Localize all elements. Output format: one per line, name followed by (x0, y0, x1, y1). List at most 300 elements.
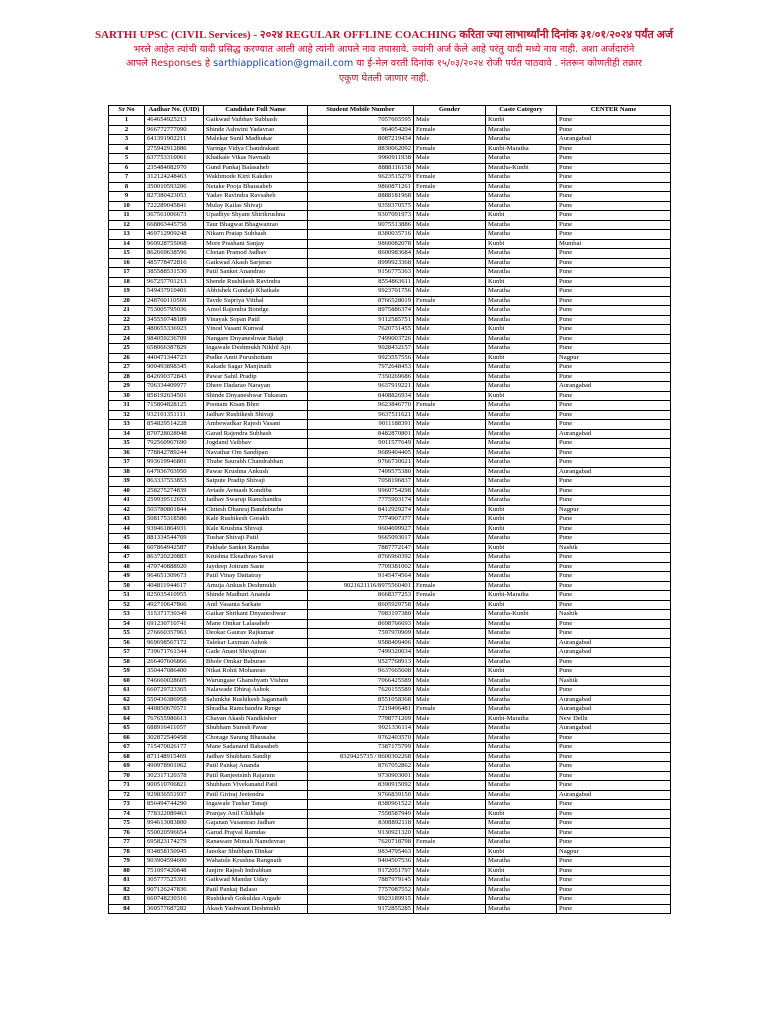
table-row (109, 534, 671, 544)
cell-sr-no: 28 (109, 372, 145, 382)
cell-aadhar-no: 607864942587 (145, 543, 204, 553)
cell-center-name: Aurangabad (557, 724, 671, 734)
cell-caste-category: Kunbi-Maratha (486, 714, 557, 724)
cell-caste-category: Maratha (486, 448, 557, 458)
cell-candidate-name: Khatkale Vikas Navnath (204, 154, 308, 164)
cell-center-name: Aurangabad (557, 467, 671, 477)
cell-gender: Male (414, 610, 486, 620)
table-row (109, 211, 671, 221)
cell-sr-no: 5 (109, 154, 145, 164)
cell-gender: Male (414, 648, 486, 658)
cell-gender: Female (414, 705, 486, 715)
cell-mobile-number: 9172855285 (308, 904, 414, 914)
cell-aadhar-no: 550436386958 (145, 695, 204, 705)
cell-mobile-number: 7887979145 (308, 876, 414, 886)
table-row (109, 885, 671, 895)
cell-candidate-name: Netake Pooja Bhausaheb (204, 182, 308, 192)
table-row (109, 192, 671, 202)
cell-gender: Male (414, 553, 486, 563)
cell-aadhar-no: 825035410955 (145, 591, 204, 601)
cell-aadhar-no: 641391902211 (145, 135, 204, 145)
cell-center-name: Pune (557, 192, 671, 202)
cell-sr-no: 49 (109, 572, 145, 582)
table-row (109, 277, 671, 287)
cell-caste-category: Kunbi (486, 277, 557, 287)
cell-center-name: Pune (557, 154, 671, 164)
cell-center-name: Pune (557, 496, 671, 506)
cell-aadhar-no: 668863445758 (145, 220, 204, 230)
cell-center-name: Pune (557, 515, 671, 525)
cell-center-name: Pune (557, 686, 671, 696)
notice-line-4: एकूण घेतली जाणार नाही. (338, 72, 430, 84)
cell-gender: Male (414, 363, 486, 373)
table-row (109, 714, 671, 724)
cell-sr-no: 13 (109, 230, 145, 240)
cell-gender: Male (414, 391, 486, 401)
cell-mobile-number: 8308892118 (308, 819, 414, 829)
cell-sr-no: 7 (109, 173, 145, 183)
cell-center-name: Pune (557, 866, 671, 876)
cell-mobile-number: 7620731455 (308, 325, 414, 335)
cell-gender: Male (414, 220, 486, 230)
cell-caste-category: Maratha (486, 372, 557, 382)
cell-sr-no: 59 (109, 667, 145, 677)
table-row (109, 819, 671, 829)
cell-aadhar-no: 464654925213 (145, 116, 204, 126)
cell-mobile-number: 9689404405 (308, 448, 414, 458)
notice-line-2: भरले आहेत त्यांची यादी प्रसिद्ध करण्यात आली आहे त्यांनी आपले नाव तपासावे. ज्यांनी अर्ज केले आहे परंतु यादी मध्ये नाव नाही. अशा अर्जदारांने (133, 43, 635, 55)
cell-candidate-name: Talekar Laxman Ashok (204, 638, 308, 648)
cell-mobile-number: 7887772147 (308, 543, 414, 553)
cell-center-name: Pune (557, 448, 671, 458)
cell-center-name: Pune (557, 781, 671, 791)
cell-caste-category: Maratha (486, 771, 557, 781)
table-row (109, 420, 671, 430)
cell-mobile-number: 8390915092 (308, 781, 414, 791)
cell-center-name: Pune (557, 401, 671, 411)
table-row (109, 391, 671, 401)
table-row (109, 258, 671, 268)
cell-sr-no: 42 (109, 505, 145, 515)
cell-candidate-name: Patil Giriraj Jeetendra (204, 790, 308, 800)
cell-caste-category: Maratha (486, 467, 557, 477)
cell-aadhar-no: 722289045841 (145, 201, 204, 211)
cell-mobile-number: 8767052862 (308, 762, 414, 772)
cell-gender: Male (414, 192, 486, 202)
cell-aadhar-no: 739671761344 (145, 648, 204, 658)
cell-candidate-name: Pranjay Anil Chikhale (204, 809, 308, 819)
cell-candidate-name: Akash Yashwant Deshmukh (204, 904, 308, 914)
cell-caste-category: Maratha (486, 439, 557, 449)
cell-caste-category: Maratha (486, 401, 557, 411)
cell-caste-category: Maratha (486, 496, 557, 506)
cell-aadhar-no: 302872540458 (145, 733, 204, 743)
cell-mobile-number: 9011188391 (308, 420, 414, 430)
cell-mobile-number: 9604699927 (308, 524, 414, 534)
cell-center-name: Aurangabad (557, 429, 671, 439)
cell-sr-no: 16 (109, 258, 145, 268)
cell-aadhar-no: 479740888920 (145, 562, 204, 572)
cell-sr-no: 57 (109, 648, 145, 658)
cell-aadhar-no: 503780801844 (145, 505, 204, 515)
cell-sr-no: 26 (109, 353, 145, 363)
cell-caste-category: Kunbi (486, 809, 557, 819)
table-row (109, 553, 671, 563)
cell-caste-category: Maratha (486, 220, 557, 230)
cell-aadhar-no: 715804828125 (145, 401, 204, 411)
cell-aadhar-no: 706334409977 (145, 382, 204, 392)
cell-center-name: Pune (557, 144, 671, 154)
cell-mobile-number: 8600983684 (308, 249, 414, 259)
cell-aadhar-no: 508175318586 (145, 515, 204, 525)
cell-caste-category: Maratha (486, 743, 557, 753)
cell-caste-category: Maratha (486, 315, 557, 325)
cell-candidate-name: Pawar Krushna Ankush (204, 467, 308, 477)
cell-gender: Male (414, 420, 486, 430)
cell-sr-no: 54 (109, 619, 145, 629)
table-row (109, 838, 671, 848)
cell-aadhar-no: 266407606866 (145, 657, 204, 667)
cell-caste-category: Maratha (486, 648, 557, 658)
cell-center-name: Pune (557, 410, 671, 420)
cell-aadhar-no: 932101351111 (145, 410, 204, 420)
table-row (109, 439, 671, 449)
cell-aadhar-no: 934858150945 (145, 847, 204, 857)
cell-gender: Male (414, 771, 486, 781)
cell-sr-no: 22 (109, 315, 145, 325)
cell-center-name: Pune (557, 800, 671, 810)
cell-caste-category: Maratha (486, 819, 557, 829)
cell-candidate-name: Rushikesh Gokuldas Argade (204, 895, 308, 905)
cell-center-name: Nashik (557, 676, 671, 686)
cell-caste-category: Maratha (486, 135, 557, 145)
cell-gender: Male (414, 695, 486, 705)
cell-mobile-number: 8975886374 (308, 306, 414, 316)
cell-sr-no: 31 (109, 401, 145, 411)
cell-mobile-number: 9145474564 (308, 572, 414, 582)
cell-mobile-number: 9766839150 (308, 790, 414, 800)
cell-gender: Male (414, 239, 486, 249)
table-row (109, 743, 671, 753)
cell-sr-no: 11 (109, 211, 145, 221)
cell-center-name: Pune (557, 600, 671, 610)
cell-caste-category: Maratha (486, 344, 557, 354)
column-header-gender: Gender (414, 106, 486, 116)
table-row (109, 448, 671, 458)
cell-candidate-name: Yadav Ravindra Ravsaheb (204, 192, 308, 202)
cell-center-name: Pune (557, 458, 671, 468)
cell-gender: Male (414, 325, 486, 335)
table-row (109, 306, 671, 316)
cell-mobile-number: 8605929758 (308, 600, 414, 610)
cell-candidate-name: Warungase Ghanshyam Vishnu (204, 676, 308, 686)
cell-caste-category: Maratha (486, 201, 557, 211)
cell-sr-no: 38 (109, 467, 145, 477)
cell-aadhar-no: 715470026177 (145, 743, 204, 753)
table-row (109, 762, 671, 772)
cell-center-name: Pune (557, 125, 671, 135)
cell-mobile-number: 9762403570 (308, 733, 414, 743)
cell-sr-no: 75 (109, 819, 145, 829)
table-row (109, 809, 671, 819)
cell-mobile-number: 9860871261 (308, 182, 414, 192)
cell-aadhar-no: 350447086400 (145, 667, 204, 677)
cell-candidate-name: Wahatule Krushna Rangnath (204, 857, 308, 867)
cell-aadhar-no: 469712909248 (145, 230, 204, 240)
cell-candidate-name: Shinde Madhuri Ananda (204, 591, 308, 601)
cell-caste-category: Maratha (486, 334, 557, 344)
cell-gender: Male (414, 116, 486, 126)
cell-sr-no: 40 (109, 486, 145, 496)
cell-gender: Male (414, 163, 486, 173)
cell-aadhar-no: 258275274839 (145, 486, 204, 496)
cell-gender: Male (414, 781, 486, 791)
cell-sr-no: 6 (109, 163, 145, 173)
cell-gender: Female (414, 182, 486, 192)
cell-sr-no: 29 (109, 382, 145, 392)
table-row (109, 828, 671, 838)
table-row (109, 667, 671, 677)
cell-sr-no: 74 (109, 809, 145, 819)
table-row (109, 296, 671, 306)
cell-caste-category: Kunbi (486, 543, 557, 553)
cell-gender: Male (414, 448, 486, 458)
cell-caste-category: Kunbi (486, 866, 557, 876)
cell-aadhar-no: 440471344723 (145, 353, 204, 363)
cell-aadhar-no: 854829514228 (145, 420, 204, 430)
cell-gender: Male (414, 885, 486, 895)
cell-caste-category: Maratha (486, 306, 557, 316)
cell-sr-no: 77 (109, 838, 145, 848)
table-row (109, 163, 671, 173)
cell-aadhar-no: 695823174279 (145, 838, 204, 848)
cell-mobile-number: 9665093017 (308, 534, 414, 544)
cell-sr-no: 1 (109, 116, 145, 126)
table-row (109, 429, 671, 439)
cell-sr-no: 58 (109, 657, 145, 667)
cell-candidate-name: Janjire Rajesh Indrabhan (204, 866, 308, 876)
cell-caste-category: Maratha (486, 363, 557, 373)
cell-candidate-name: Chavan Akash Nandkishor (204, 714, 308, 724)
cell-center-name: Pune (557, 439, 671, 449)
cell-gender: Male (414, 800, 486, 810)
cell-center-name: Pune (557, 296, 671, 306)
table-row (109, 800, 671, 810)
notice-line-1 (0, 28, 768, 43)
table-row (109, 733, 671, 743)
cell-sr-no: 81 (109, 876, 145, 886)
cell-mobile-number: 9637919221 (308, 382, 414, 392)
table-row (109, 125, 671, 135)
cell-sr-no: 35 (109, 439, 145, 449)
cell-caste-category: Kunbi (486, 353, 557, 363)
cell-center-name: Pune (557, 553, 671, 563)
cell-mobile-number: 9637665608 (308, 667, 414, 677)
cell-candidate-name: Abhishek Gundaji Khatkale (204, 287, 308, 297)
cell-caste-category: Maratha (486, 638, 557, 648)
cell-mobile-number: 9021621116/8975560401 (308, 581, 414, 591)
cell-aadhar-no: 404811944617 (145, 581, 204, 591)
cell-sr-no: 44 (109, 524, 145, 534)
cell-candidate-name: Avtade Avinash Kondiba (204, 486, 308, 496)
cell-aadhar-no: 778322089463 (145, 809, 204, 819)
table-row (109, 895, 671, 905)
cell-candidate-name: Chitesh Dhanraj Bandebuche (204, 505, 308, 515)
cell-caste-category: Maratha (486, 619, 557, 629)
cell-mobile-number: 9307091973 (308, 211, 414, 221)
cell-caste-category: Maratha (486, 781, 557, 791)
cell-candidate-name: Gaikwad Vaibhav Subhash (204, 116, 308, 126)
table-row (109, 467, 671, 477)
table-row (109, 182, 671, 192)
cell-caste-category: Kunbi-Maratha (486, 144, 557, 154)
notice-line-3-prefix: आपले Responses हे (126, 58, 211, 69)
table-row (109, 505, 671, 515)
cell-gender: Male (414, 372, 486, 382)
cell-candidate-name: Chorage Sarang Bhausaha (204, 733, 308, 743)
cell-candidate-name: Gaikwad Mandar Uday (204, 876, 308, 886)
cell-sr-no: 56 (109, 638, 145, 648)
cell-aadhar-no: 994613083800 (145, 819, 204, 829)
cell-mobile-number: 8087219434 (308, 135, 414, 145)
cell-gender: Male (414, 315, 486, 325)
cell-caste-category: Maratha (486, 572, 557, 582)
cell-mobile-number: 9834795463 (308, 847, 414, 857)
cell-aadhar-no: 858192634501 (145, 391, 204, 401)
cell-aadhar-no: 259939512653 (145, 496, 204, 506)
cell-candidate-name: Pakhale Sanket Ramdas (204, 543, 308, 553)
cell-center-name: Pune (557, 857, 671, 867)
cell-mobile-number: 7620155589 (308, 686, 414, 696)
cell-candidate-name: Garad Rajendra Subhash (204, 429, 308, 439)
table-row (109, 486, 671, 496)
cell-gender: Male (414, 790, 486, 800)
cell-sr-no: 18 (109, 277, 145, 287)
cell-caste-category: Maratha (486, 230, 557, 240)
cell-mobile-number: 8698766693 (308, 619, 414, 629)
cell-caste-category: Kunbi (486, 600, 557, 610)
cell-candidate-name: Nangare Dnyaneshwar Balaji (204, 334, 308, 344)
contact-email: sarthiapplication@gmail.com (213, 58, 354, 69)
cell-sr-no: 23 (109, 325, 145, 335)
cell-mobile-number: 9860082078 (308, 239, 414, 249)
cell-mobile-number: 7798771209 (308, 714, 414, 724)
cell-sr-no: 61 (109, 686, 145, 696)
cell-candidate-name: Shinde Dnyaneshwar Tukaram (204, 391, 308, 401)
cell-center-name: Pune (557, 572, 671, 582)
cell-candidate-name: Patil Ranjeetsinh Rajaram (204, 771, 308, 781)
cell-gender: Male (414, 429, 486, 439)
table-row (109, 230, 671, 240)
cell-aadhar-no: 842690372843 (145, 372, 204, 382)
cell-aadhar-no: 753005795036 (145, 306, 204, 316)
cell-center-name: Pune (557, 420, 671, 430)
cell-gender: Male (414, 629, 486, 639)
cell-gender: Male (414, 287, 486, 297)
cell-gender: Male (414, 486, 486, 496)
cell-aadhar-no: 993619946801 (145, 458, 204, 468)
cell-gender: Male (414, 847, 486, 857)
cell-sr-no: 20 (109, 296, 145, 306)
cell-gender: Male (414, 344, 486, 354)
table-row (109, 353, 671, 363)
cell-caste-category: Maratha (486, 268, 557, 278)
cell-candidate-name: Patil Pankaj Balaso (204, 885, 308, 895)
cell-mobile-number: 9923189915 (308, 895, 414, 905)
cell-caste-category: Maratha (486, 410, 557, 420)
table-row (109, 581, 671, 591)
cell-candidate-name: Jadhav Swarup Ramchandra (204, 496, 308, 506)
cell-sr-no: 45 (109, 534, 145, 544)
cell-caste-category: Kunbi (486, 116, 557, 126)
cell-mobile-number: 7057665595 (308, 116, 414, 126)
cell-gender: Male (414, 714, 486, 724)
table-row (109, 705, 671, 715)
cell-aadhar-no: 863720220883 (145, 553, 204, 563)
cell-center-name: Pune (557, 334, 671, 344)
cell-gender: Female (414, 581, 486, 591)
cell-center-name: Pune (557, 201, 671, 211)
cell-gender: Male (414, 249, 486, 259)
table-row (109, 543, 671, 553)
cell-center-name: Pune (557, 182, 671, 192)
cell-candidate-name: Salunkhe Rushikesh Jagannath (204, 695, 308, 705)
cell-center-name: Pune (557, 619, 671, 629)
cell-mobile-number: 9156775363 (308, 268, 414, 278)
cell-gender: Male (414, 857, 486, 867)
cell-candidate-name: Varinge Vidya Chandrakant (204, 144, 308, 154)
cell-candidate-name: Upadhye Shyam Shirikrushna (204, 211, 308, 221)
cell-candidate-name: Amol Rajendra Bondge (204, 306, 308, 316)
cell-sr-no: 82 (109, 885, 145, 895)
cell-sr-no: 21 (109, 306, 145, 316)
cell-center-name: Pune (557, 363, 671, 373)
cell-gender: Male (414, 477, 486, 487)
cell-mobile-number: 7387175799 (308, 743, 414, 753)
cell-gender: Male (414, 638, 486, 648)
cell-gender: Male (414, 619, 486, 629)
cell-aadhar-no: 549437910401 (145, 287, 204, 297)
table-row (109, 904, 671, 914)
cell-aadhar-no: 907126247836 (145, 885, 204, 895)
cell-center-name: Pune (557, 629, 671, 639)
cell-center-name: Pune (557, 220, 671, 230)
cell-aadhar-no: 900493898345 (145, 363, 204, 373)
cell-center-name: Pune (557, 344, 671, 354)
cell-caste-category: Kunbi (486, 667, 557, 677)
cell-sr-no: 76 (109, 828, 145, 838)
cell-gender: Male (414, 809, 486, 819)
cell-candidate-name: Patil Vinay Dattatray (204, 572, 308, 582)
cell-gender: Male (414, 410, 486, 420)
cell-aadhar-no: 929836551937 (145, 790, 204, 800)
cell-mobile-number: 9130921320 (308, 828, 414, 838)
cell-center-name: Aurangabad (557, 695, 671, 705)
cell-aadhar-no: 984059236709 (145, 334, 204, 344)
cell-caste-category: Maratha (486, 258, 557, 268)
cell-sr-no: 12 (109, 220, 145, 230)
cell-sr-no: 4 (109, 144, 145, 154)
cell-sr-no: 2 (109, 125, 145, 135)
cell-caste-category: Maratha (486, 296, 557, 306)
cell-gender: Male (414, 543, 486, 553)
cell-gender: Male (414, 733, 486, 743)
cell-center-name: Pune (557, 249, 671, 259)
cell-gender: Male (414, 686, 486, 696)
cell-gender: Male (414, 600, 486, 610)
cell-caste-category: Maratha (486, 733, 557, 743)
cell-candidate-name: Shradha Ramchandra Renge (204, 705, 308, 715)
